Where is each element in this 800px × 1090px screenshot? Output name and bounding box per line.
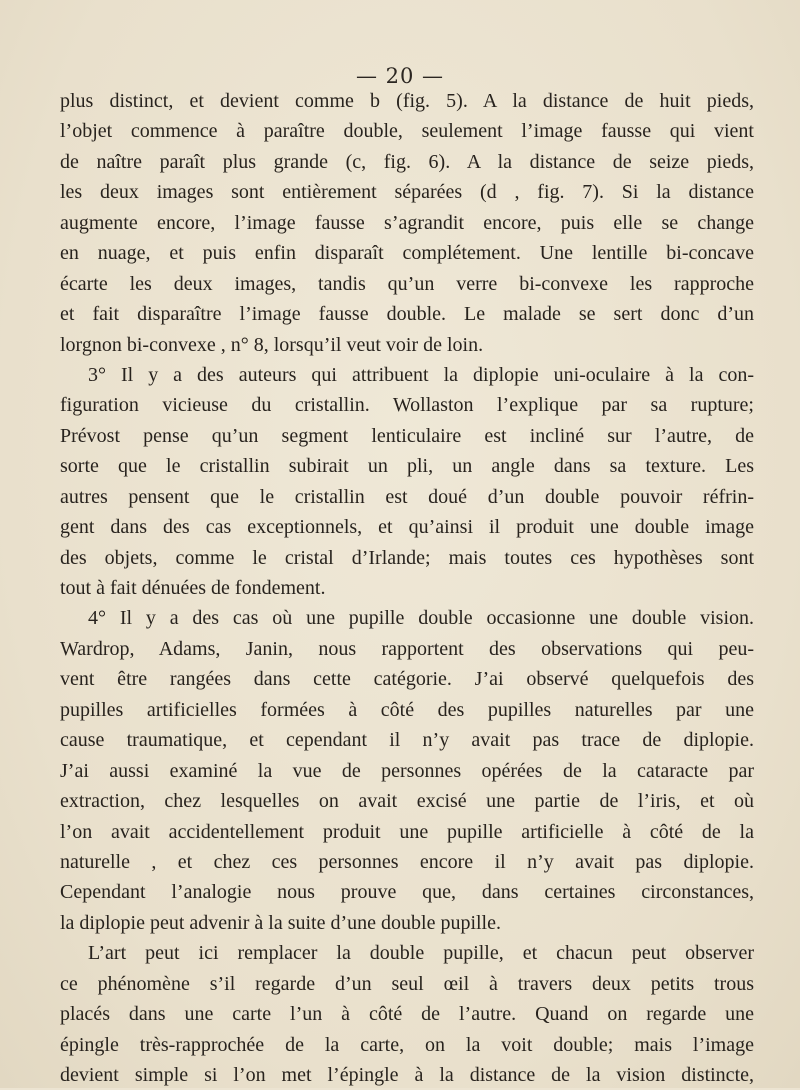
text-line: tout à fait dénuées de fondement. <box>60 577 326 599</box>
text-line: J’ai aussi examiné la vue de personnes opérées de la cataracte par <box>60 759 754 782</box>
text-line: naturelle , et chez ces personnes encore il n’y avait pas diplopie. <box>60 850 754 873</box>
text-line: l’objet commence à paraître double, seulement l’image fausse qui vient <box>60 120 754 143</box>
text-line: écarte les deux images, tandis qu’un verre bi-convexe les rapproche <box>60 272 754 295</box>
text-line: vent être rangées dans cette catégorie. J’ai observé quelquefois des <box>60 668 754 691</box>
text-line: L’art peut ici remplacer la double pupille, et chacun peut observer <box>88 942 754 965</box>
text-line: Prévost pense qu’un segment lenticulaire est incliné sur l’autre, de <box>60 424 754 447</box>
text-line: extraction, chez lesquelles on avait excisé une partie de l’iris, et où <box>60 790 754 813</box>
text-line: et fait disparaître l’image fausse double. Le malade se sert donc d’un <box>60 303 754 326</box>
text-line: pupilles artificielles formées à côté des pupilles naturelles par une <box>60 698 754 721</box>
text-line: 4° Il y a des cas où une pupille double occasionne une double vision. <box>88 607 754 630</box>
text-line: la diplopie peut advenir à la suite d’une double pupille. <box>60 911 501 934</box>
text-line: devient simple si l’on met l’épingle à la distance de la vision distincte, <box>60 1064 754 1086</box>
text-line: gent dans des cas exceptionnels, et qu’ainsi il produit une double image <box>60 516 754 539</box>
text-line: figuration vicieuse du cristallin. Wollaston l’explique par sa rupture; <box>60 394 754 417</box>
text-line: Cependant l’analogie nous prouve que, dans certaines circonstances, <box>60 881 754 904</box>
text-line: placés dans une carte l’un à côté de l’autre. Quand on regarde une <box>60 1003 754 1026</box>
text-line: de naître paraît plus grande (c, fig. 6). A la distance de seize pieds, <box>60 150 754 173</box>
text-line: sorte que le cristallin subirait un pli, un angle dans sa texture. Les <box>60 455 754 478</box>
page-number: — 20 — <box>355 64 445 88</box>
text-line: augmente encore, l’image fausse s’agrandit encore, puis elle se change <box>60 211 754 234</box>
text-line: les deux images sont entièrement séparées (d , fig. 7). Si la distance <box>60 181 754 204</box>
text-line: Wardrop, Adams, Janin, nous rapportent des observations qui peu- <box>60 637 754 660</box>
text-line: plus distinct, et devient comme b (fig. 5). A la distance de huit pieds, <box>60 90 754 112</box>
text-line: épingle très-rapprochée de la carte, on la voit double; mais l’image <box>60 1033 754 1056</box>
text-line: l’on avait accidentellement produit une pupille artificielle à côté de la <box>60 820 754 843</box>
text-line: en nuage, et puis enfin disparaît complétement. Une lentille bi-concave <box>60 242 754 265</box>
text-line: autres pensent que le cristallin est doué d’un double pouvoir réfrin- <box>60 485 754 508</box>
text-line: ce phénomène s’il regarde d’un seul œil à travers deux petits trous <box>60 972 754 995</box>
text-line: des objets, comme le cristal d’Irlande; mais toutes ces hypothèses sont <box>60 546 754 569</box>
text-line: cause traumatique, et cependant il n’y avait pas trace de diplopie. <box>60 729 754 752</box>
text-line: 3° Il y a des auteurs qui attribuent la diplopie uni-oculaire à la con- <box>88 363 754 386</box>
text-line: lorgnon bi-convexe , n° 8, lorsqu’il veut voir de loin. <box>60 333 484 356</box>
body-text <box>60 86 754 1090</box>
